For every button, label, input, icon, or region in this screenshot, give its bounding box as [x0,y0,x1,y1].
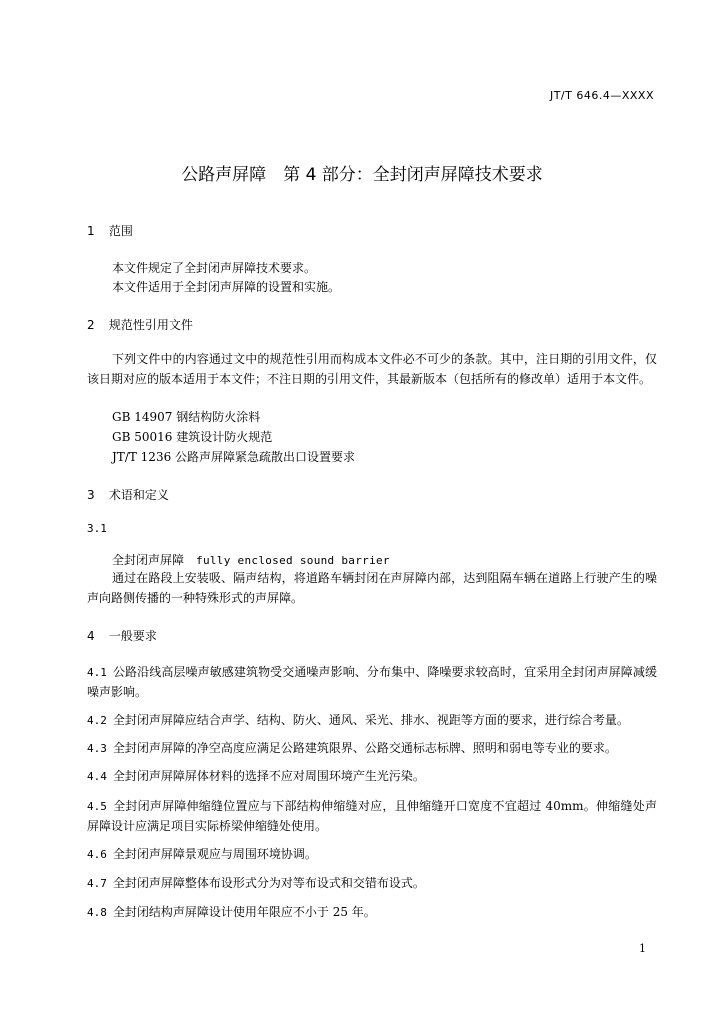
clause-text: 全封闭声屏障的净空高度应满足公路建筑限界、公路交通标志标牌、照明和弱电等专业的要求。 [112,741,617,755]
clause-4-1 [87,663,657,702]
term-chinese: 全封闭声屏障 [112,553,185,567]
term-english: fully enclosed sound barrier [196,554,390,567]
reference-item: JT/T 1236 公路声屏障紧急疏散出口设置要求 [112,450,356,464]
clause-text: 全封闭结构声屏障设计使用年限应不小于 25 年。 [112,905,376,919]
section-title: 术语和定义 [108,488,169,502]
term-entry [112,551,390,568]
clause-number: 4.4 [87,770,107,783]
clause-number: 4.3 [87,742,107,755]
clause-number: 4.5 [87,800,107,813]
reference-item: GB 14907 钢结构防火涂料 [112,410,261,424]
clause-number: 4.1 [87,666,107,679]
scope-paragraph-1: 本文件规定了全封闭声屏障技术要求。 [112,261,317,275]
page-title: 公路声屏障 第 4 部分：全封闭声屏障技术要求 [181,165,543,185]
clause-4-3 [87,739,657,759]
section-3-heading [87,486,169,503]
section-title: 一般要求 [108,629,157,643]
clause-text: 全封闭声屏障伸缩缝位置应与下部结构伸缩缝对应，且伸缩缝开口宽度不宜超过 40mm。伸缩缝处声屏障设计应满足项目实际桥梁伸缩缝处使用。 [87,799,657,833]
section-number: 4 [87,629,95,643]
clause-number: 4.8 [87,906,107,919]
clause-number: 4.7 [87,877,107,890]
section-4-heading [87,627,157,644]
clause-text: 公路沿线高层噪声敏感建筑物受交通噪声影响、分布集中、降噪要求较高时，宜采用全封闭声屏障减缓噪声影响。 [87,665,657,699]
clause-text: 全封闭声屏障应结合声学、结构、防火、通风、采光、排水、视距等方面的要求，进行综合考量。 [112,713,629,727]
page-number: 1 [639,942,646,955]
clause-number: 4.2 [87,714,107,727]
section-number: 2 [87,318,95,332]
clause-text: 全封闭声屏障景观应与周围环境协调。 [112,847,317,861]
clause-text: 全封闭声屏障屏体材料的选择不应对周围环境产生光污染。 [112,769,425,783]
clause-4-6 [87,845,657,865]
term-number: 3.1 [87,522,107,535]
scope-paragraph-2: 本文件适用于全封闭声屏障的设置和实施。 [112,280,341,294]
section-number: 3 [87,488,95,502]
clause-number: 4.6 [87,848,107,861]
term-definition: 通过在路段上安装吸、隔声结构，将道路车辆封闭在声屏障内部，达到阻隔车辆在道路上行驶产生的噪声向路侧传播的一种特殊形式的声屏障。 [87,571,657,605]
clause-4-7 [87,874,657,894]
clause-text: 全封闭声屏障整体布设形式分为对等布设式和交错布设式。 [112,876,425,890]
document-code: JT/T 646.4—XXXX [549,89,654,102]
section-title: 规范性引用文件 [108,318,193,332]
section-1-heading [87,222,133,239]
section-number: 1 [87,224,95,238]
clause-4-2 [87,711,657,731]
clause-4-8 [87,903,657,923]
clause-4-4 [87,767,657,787]
section-title: 范围 [108,224,133,238]
reference-item: GB 50016 建筑设计防火规范 [112,430,273,444]
normative-references-intro: 下列文件中的内容通过文中的规范性引用而构成本文件必不可少的条款。其中，注日期的引用文件，仅该日期对应的版本适用于本文件；不注日期的引用文件，其最新版本（包括所有的修改单）适用于本文件。 [87,352,657,386]
section-2-heading [87,316,193,333]
clause-4-5 [87,797,657,836]
